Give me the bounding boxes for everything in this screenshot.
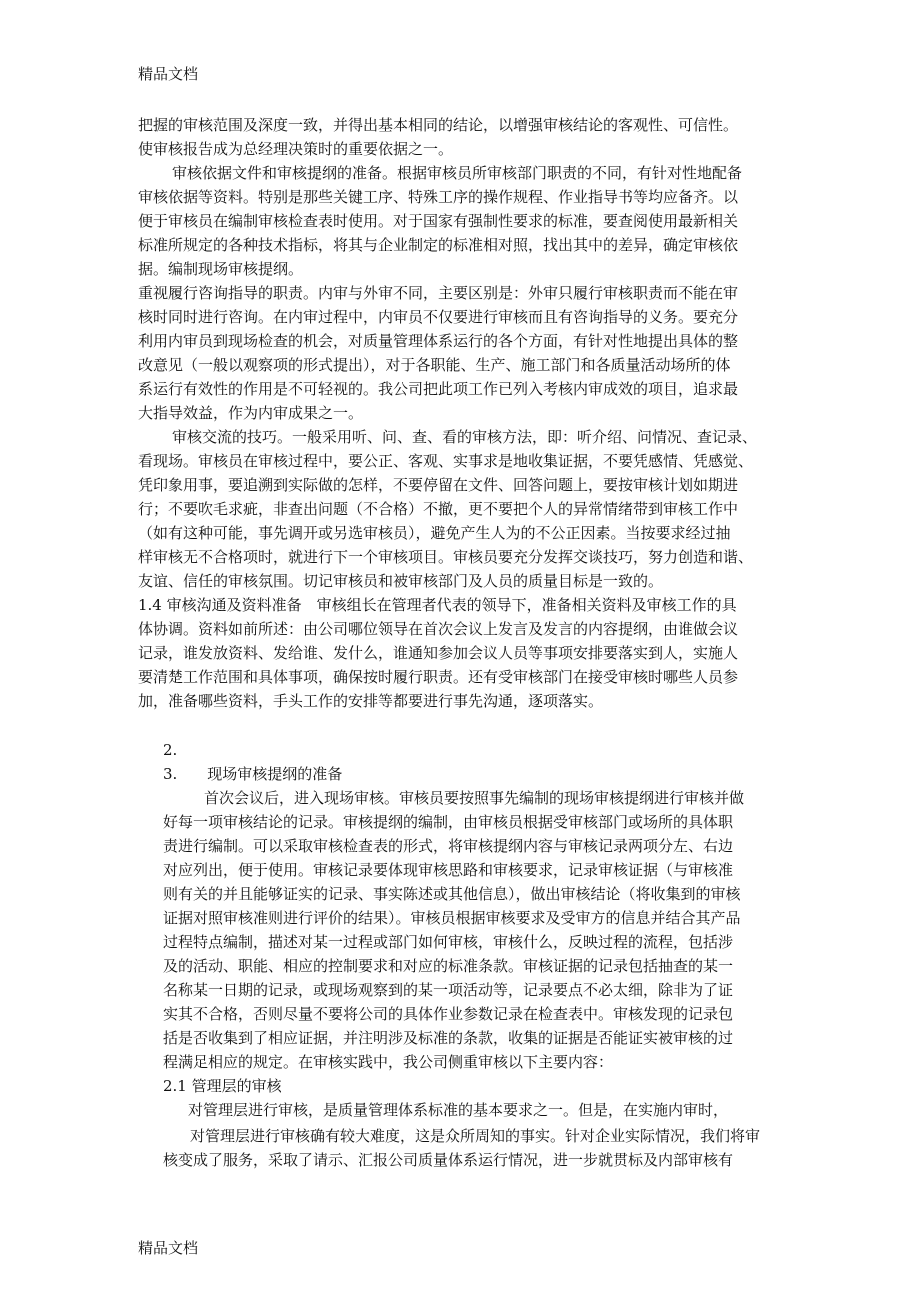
text-line: 过程特点编制，描述对某一过程或部门如何审核，审核什么，反映过程的流程，包括涉: [163, 933, 734, 951]
text-line: 据。编制现场审核提纲。: [138, 260, 304, 278]
text-line: 责进行编制。可以采取审核检查表的形式，将审核提纲内容与审核记录两项分左、右边: [163, 837, 734, 855]
text-line: 标准所规定的各种技术指标，将其与企业制定的标准相对照，找出其中的差异，确定审核依: [138, 236, 739, 254]
text-line: 名称某一日期的记录，或现场观察到的某一项活动等，记录要点不必太细，除非为了证: [163, 981, 734, 999]
text-line: 证据对照审核准则进行评价的结果）。审核员根据审核要求及受审方的信息并结合其产品: [163, 909, 741, 927]
text-line: 首次会议后，进入现场审核。审核员要按照事先编制的现场审核提纲进行审核并做: [204, 789, 745, 807]
text-line: 大指导效益，作为内审成果之一。: [138, 404, 364, 422]
text-line: 2.1 管理层的审核: [163, 1077, 282, 1095]
list-number: 2.: [163, 741, 178, 759]
text-line: 对应列出，便于使用。审核记录要体现审核思路和审核要求，记录审核证据（与审核准: [163, 861, 734, 879]
text-line: 系运行有效性的作用是不可轻视的。我公司把此项工作已列入考核内审成效的项目，追求最: [138, 380, 739, 398]
text-line: 对管理层进行审核确有较大难度，这是众所周知的事实。针对企业实际情况，我们将审: [190, 1127, 761, 1145]
text-line: 审核依据等资料。特别是那些关键工序、特殊工序的操作规程、作业指导书等均应备齐。以: [138, 188, 739, 206]
page-header: 精品文档: [138, 65, 199, 83]
text-line: 及的活动、职能、相应的控制要求和对应的标准条款。审核证据的记录包括抽查的某一: [163, 957, 734, 975]
text-line: 审核交流的技巧。一般采用听、问、查、看的审核方法，即：听介绍、问情况、查记录、: [172, 428, 758, 446]
text-line: （如有这种可能，事先调开或另选审核员），避免产生人为的不公正因素。当按要求经过抽: [138, 524, 731, 542]
page-footer: 精品文档: [138, 1239, 199, 1257]
text-line: 要清楚工作范围和具体事项，确保按时履行职责。还有受审核部门在接受审核时哪些人员参: [138, 668, 739, 686]
text-line: 利用内审员到现场检查的机会，对质量管理体系运行的各个方面，有针对性地提出具体的整: [138, 332, 739, 350]
text-line: 核变成了服务，采取了请示、汇报公司质量体系运行情况，进一步就贯标及内部审核有: [163, 1151, 734, 1169]
text-line: 程满足相应的规定。在审核实践中，我公司侧重审核以下主要内容：: [163, 1053, 614, 1071]
text-line: 把握的审核范围及深度一致，并得出基本相同的结论，以增强审核结论的客观性、可信性。: [138, 116, 739, 134]
text-line: 体协调。资料如前所述：由公司哪位领导在首次会议上发言及发言的内容提纲，由谁做会议: [138, 620, 739, 638]
text-line: 好每一项审核结论的记录。审核提纲的编制，由审核员根据受审核部门或场所的具体职: [163, 813, 734, 831]
text-line: 样审核无不合格项时，就进行下一个审核项目。审核员要充分发挥交谈技巧，努力创造和谐、: [138, 548, 754, 566]
text-line: 审核依据文件和审核提纲的准备。根据审核员所审核部门职责的不同，有针对性地配备: [172, 164, 743, 182]
text-line: 友谊、信任的审核氛围。切记审核员和被审核部门及人员的质量目标是一致的。: [138, 572, 664, 590]
text-line: 凭印象用事，要追溯到实际做的怎样，不要停留在文件、回答问题上，要按审核计划如期进: [138, 476, 739, 494]
text-line: 行；不要吹毛求疵，非查出问题（不合格）不撤，更不要把个人的异常情绪带到审核工作中: [138, 500, 739, 518]
text-line: 改意见（一般以观察项的形式提出），对于各职能、生产、施工部门和各质量活动场所的体: [138, 356, 731, 374]
text-line: 加，准备哪些资料，手头工作的安排等都要进行事先沟通，逐项落实。: [138, 692, 604, 710]
section-heading: 3. 现场审核提纲的准备: [163, 765, 343, 783]
section-heading: 对管理层进行审核，是质量管理体系标准的基本要求之一。但是，在实施内审时，: [188, 1101, 729, 1119]
section-heading: 1.4 审核沟通及资料准备 审核组长在管理者代表的领导下，准备相关资料及审核工作的具: [138, 596, 737, 614]
text-line: 记录，谁发放资料、发给谁、发什么，谁通知参加会议人员等事项安排要落实到人，实施人: [138, 644, 739, 662]
text-line: 则有关的并且能够证实的记录、事实陈述或其他信息），做出审核结论（将收集到的审核: [163, 885, 741, 903]
text-line: 看现场。审核员在审核过程中，要公正、客观、实事求是地收集证据，不要凭感情、凭感觉、: [138, 452, 754, 470]
text-line: 括是否收集到了相应证据，并注明涉及标准的条款，收集的证据是否能证实被审核的过: [163, 1029, 734, 1047]
text-line: 实其不合格，否则尽量不要将公司的具体作业参数记录在检查表中。审核发现的记录包: [163, 1005, 734, 1023]
text-line: 核时同时进行咨询。在内审过程中，内审员不仅要进行审核而且有咨询指导的义务。要充分: [138, 308, 739, 326]
text-line: 便于审核员在编制审核检查表时使用。对于国家有强制性要求的标准，要查阅使用最新相关: [138, 212, 739, 230]
text-line: 使审核报告成为总经理决策时的重要依据之一。: [138, 140, 454, 158]
text-line: 重视履行咨询指导的职责。内审与外审不同，主要区别是：外审只履行审核职责而不能在审: [138, 284, 739, 302]
